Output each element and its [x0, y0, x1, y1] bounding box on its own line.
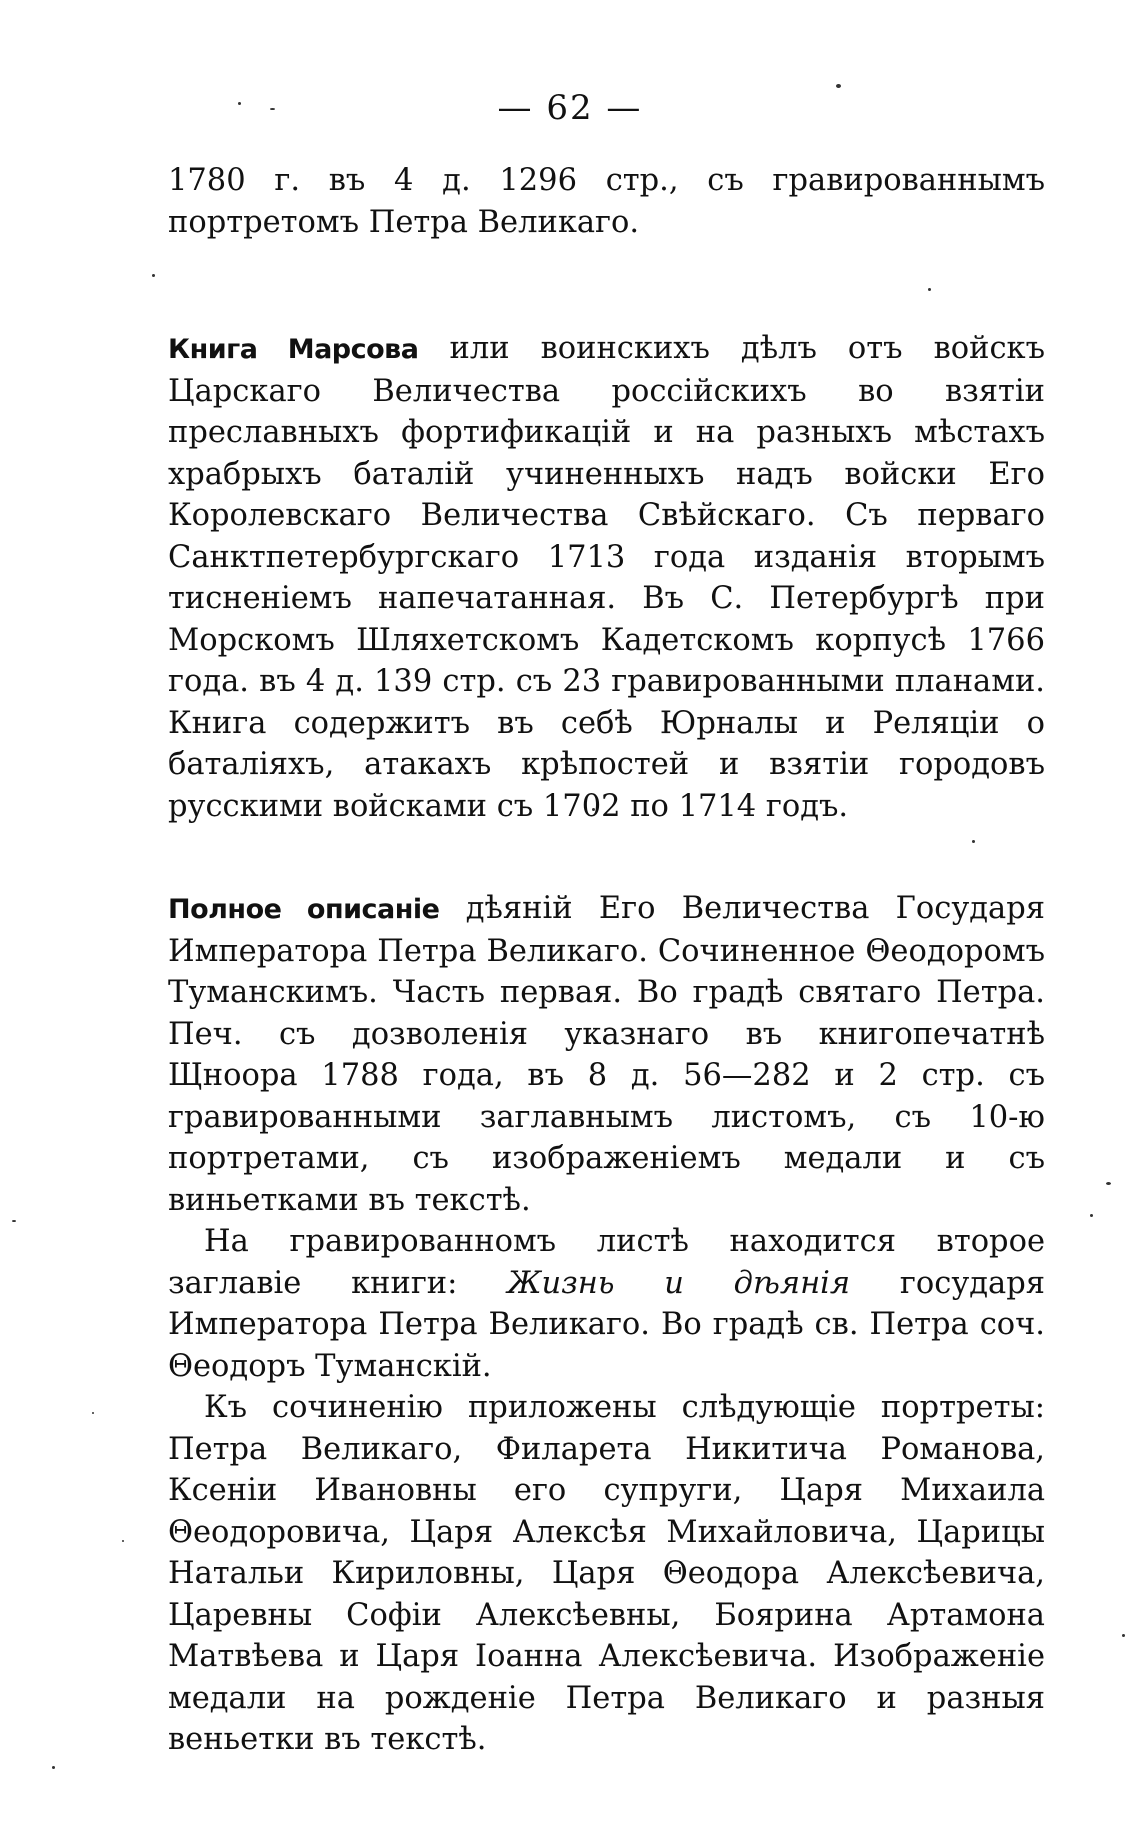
scan-speck: [972, 840, 975, 843]
mars-book-paragraph: [168, 328, 1045, 827]
scan-speck: [152, 274, 155, 277]
scan-speck: [12, 1220, 16, 1222]
scan-speck: [92, 1412, 94, 1414]
full-description-paragraph: [168, 888, 1045, 1221]
second-title-intro: На гравированномъ листѣ находится второе заглавіе книги:: [168, 1224, 1045, 1301]
full-description-title: Полное описаніе: [168, 894, 440, 925]
scan-speck: [1106, 1182, 1111, 1185]
portraits-paragraph: Къ сочиненію приложены слѣдующіе портреты: Петра Великаго, Филарета Никитича Романова, Ксеніи Ивановны его супруги, Царя Михаила Θеодоровича, Царя Алексѣя Михайловича, Царицы Натальи Кириловны, Царя Θеодора Алексѣевича, Царевны Софіи Алексѣевны, Боярина Артамона Матвѣева и Царя Іоанна Алексѣевича. Изображеніе медали на рожденіе Петра Великаго и разныя веньетки въ текстѣ.: [168, 1390, 1045, 1757]
second-title-paragraph: [168, 1221, 1045, 1387]
second-title-italic: Жизнь и дѣянія: [507, 1265, 851, 1301]
entry-full-description: [168, 888, 1045, 1761]
scan-speck: [928, 288, 931, 291]
entry-mars-book: [168, 328, 1045, 827]
second-title-rest: государя Императора Петра Великаго. Во градѣ св. Петра соч. Θеодоръ Туманскій.: [168, 1265, 1046, 1384]
scan-speck: [122, 1540, 124, 1542]
scan-speck: [1122, 1634, 1125, 1637]
mars-book-title: Книга Марсова: [168, 334, 419, 365]
full-description-text: дѣяній Его Величества Государя Императора Петра Великаго. Сочиненное Θеодоромъ Туманскимъ. Часть первая. Во градѣ святаго Петра. Печ. съ дозволенія указнаго въ книгопечатнѣ Щноора 1788 года, въ 8 д. 56—282 и 2 стр. съ гравированными заглавнымъ листомъ, съ 10-ю портретами, съ изображеніемъ медали и съ виньетками въ текстѣ.: [168, 891, 1045, 1218]
page-number: — 62 —: [497, 88, 643, 128]
scan-speck: [1090, 1214, 1093, 1217]
continuation-paragraph: 1780 г. въ 4 д. 1296 стр., съ гравированнымъ портретомъ Петра Великаго.: [168, 163, 1045, 240]
entry-continuation: [168, 160, 1045, 243]
scan-speck: [52, 1766, 55, 1769]
mars-book-text: или воинскихъ дѣлъ отъ войскъ Царскаго Величества россійскихъ во взятіи преславныхъ фортификацій и на разныхъ мѣстахъ храбрыхъ баталій учиненныхъ надъ войски Его Королевскаго Величества Свѣйскаго. Съ перваго Санктпетербургскаго 1713 года изданія вторымъ тисненіемъ напечатанная. Въ С. Петербургѣ при Морскомъ Шляхетскомъ Кадетскомъ корпусѣ 1766 года. въ 4 д. 139 стр. съ 23 гравированными планами. Книга содержитъ въ себѣ Юрналы и Реляціи о баталіяхъ, атакахъ крѣпостей и взятіи городовъ русскими войсками съ 1702 по 1714 годъ.: [168, 331, 1045, 824]
